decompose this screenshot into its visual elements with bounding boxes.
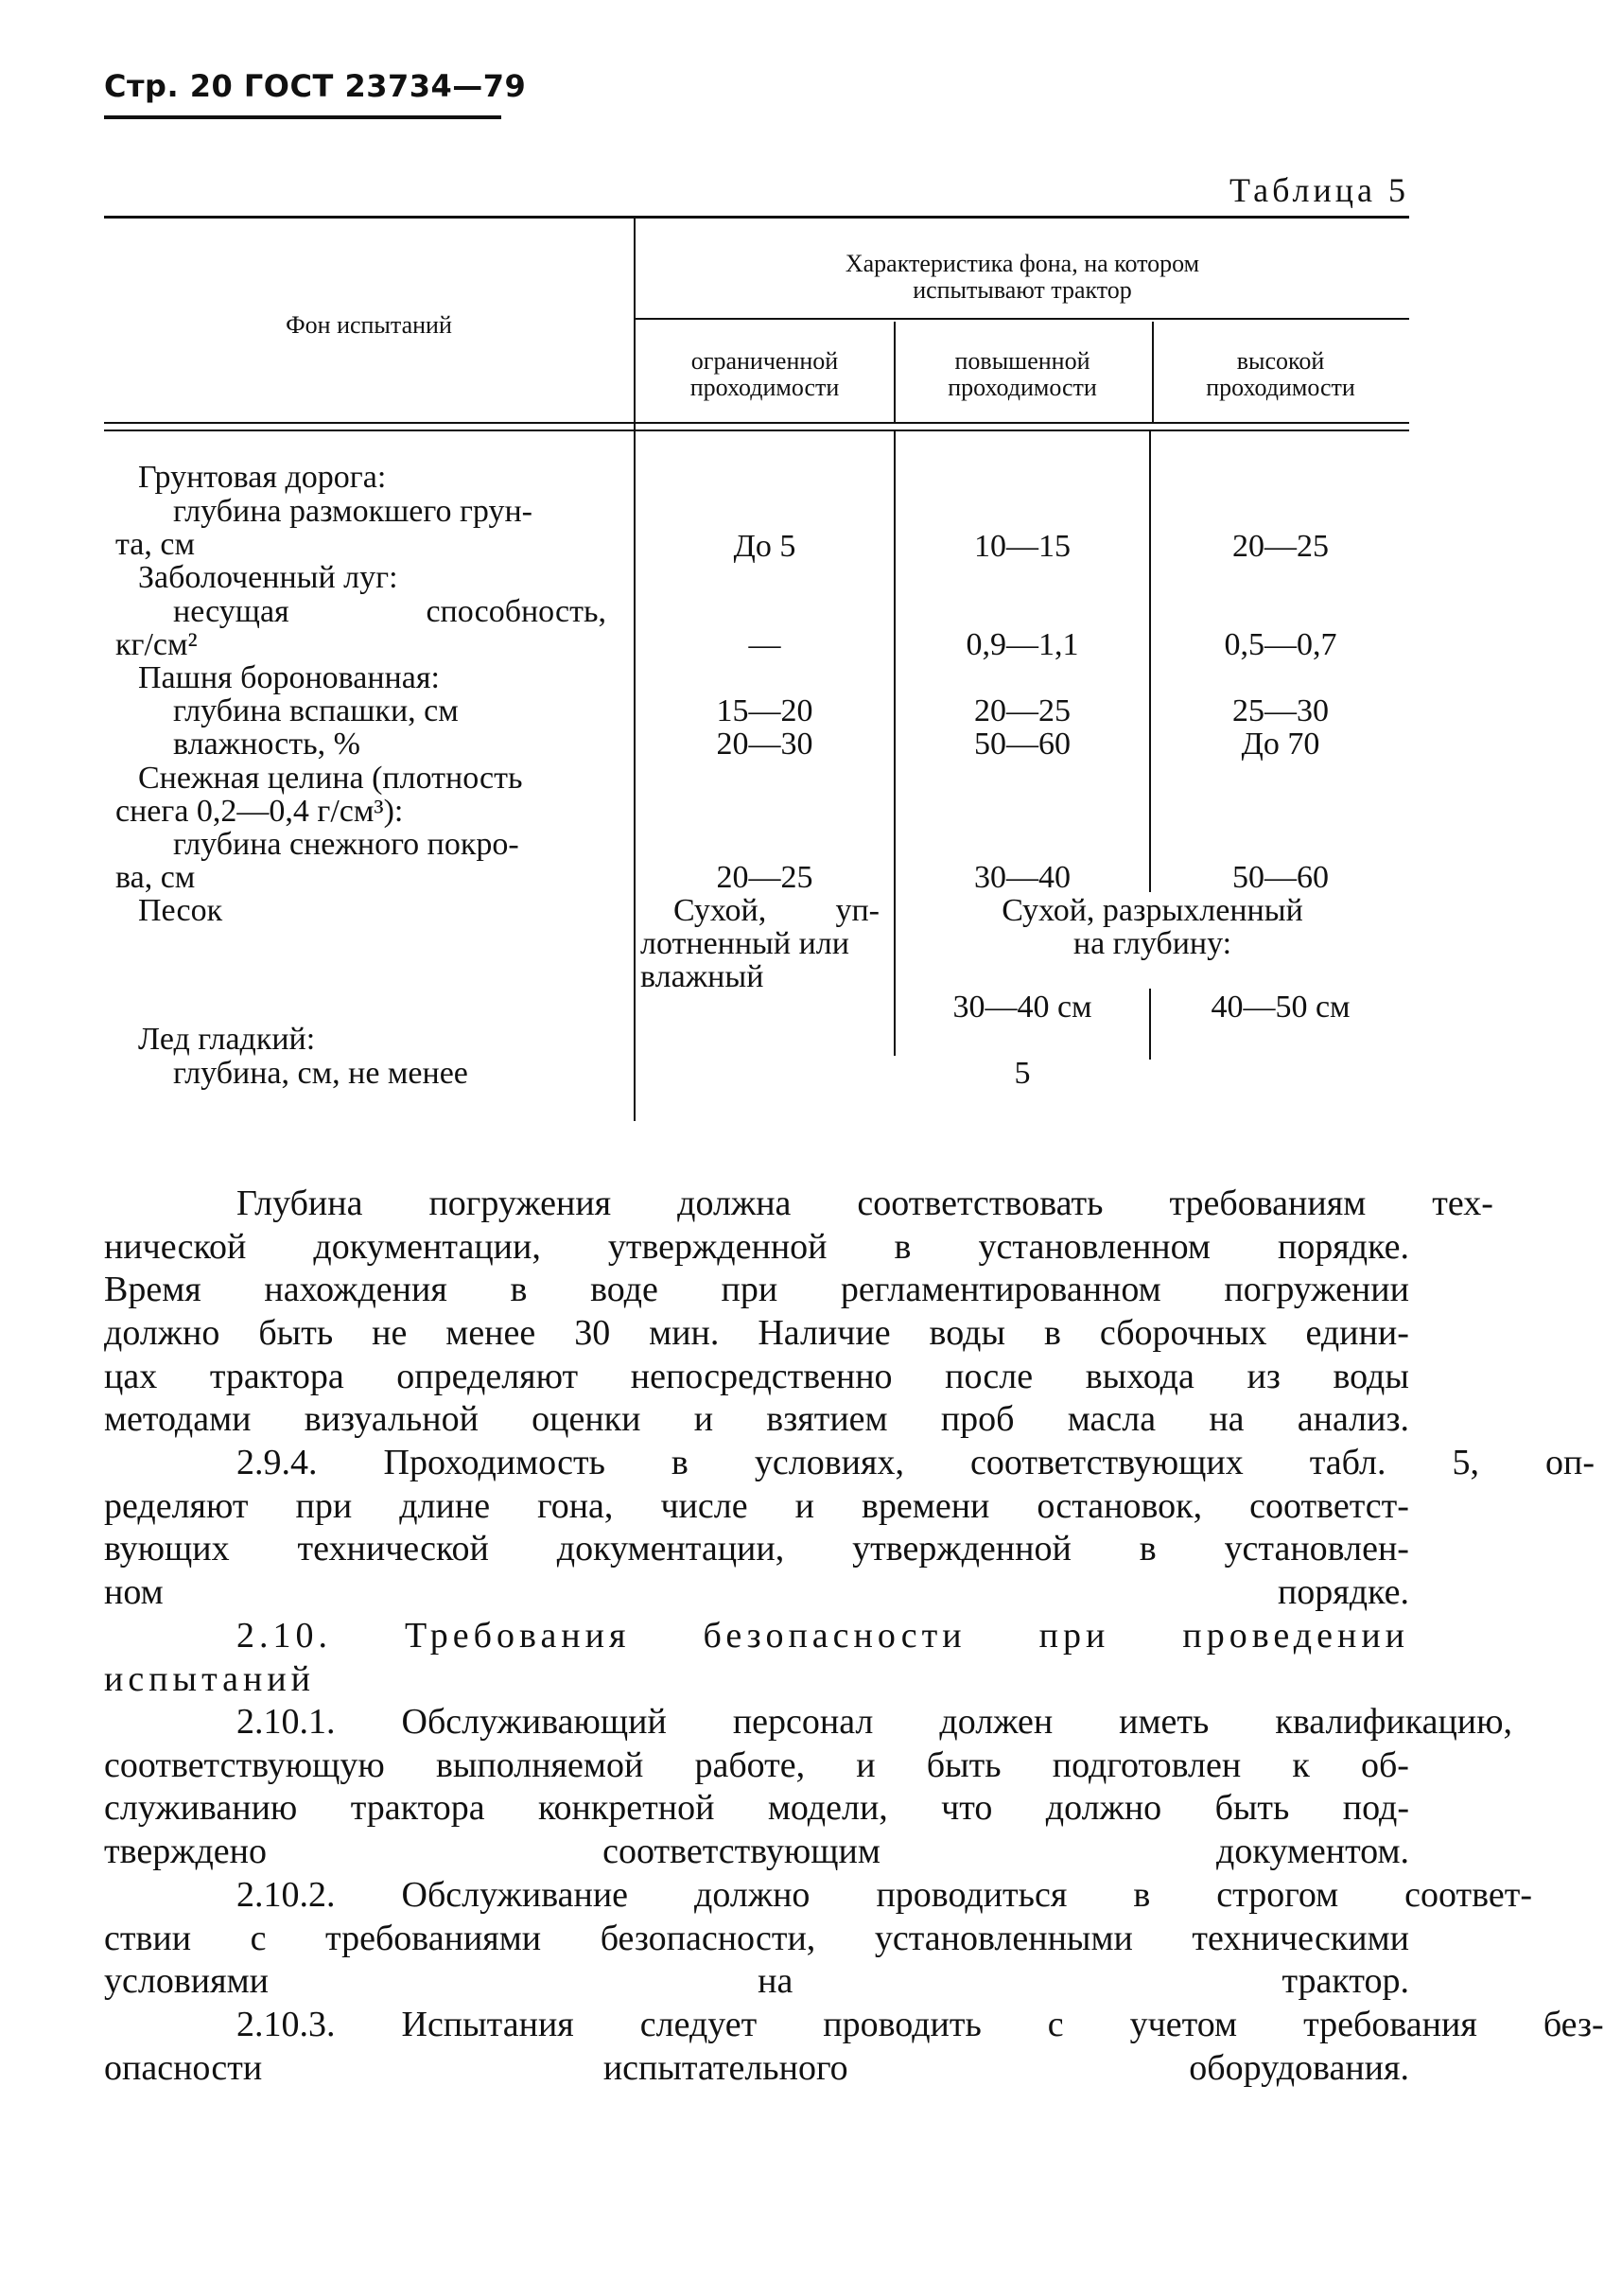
word: утвержденной [607,1226,828,1267]
para-line [170,1442,1595,1485]
word: времени [861,1485,990,1526]
word: в [894,1226,912,1267]
group-header-line-1: Характеристика фона, на котором [845,250,1200,277]
field-depth-increased: 20—25 [974,693,1071,728]
word: 5, [1452,1443,1479,1482]
subheader-rule [636,318,1409,320]
word: погружении [1224,1270,1409,1310]
header-bottom-rule-2 [104,429,1409,431]
word: соответ- [1404,1875,1532,1915]
meadow-word-1: несущая [173,594,289,629]
word: без- [1543,2005,1604,2044]
word: требованиям [1169,1183,1367,1223]
word: числе [660,1485,748,1526]
word: цах [104,1356,158,1396]
word: следует [639,2005,758,2044]
para-line [104,1356,1409,1399]
para-line: испытаний [104,1658,316,1699]
meadow-high: 0,5—0,7 [1224,627,1337,662]
word: Испытания [401,2005,574,2044]
para-line [170,2004,1604,2047]
word: должно [104,1313,220,1354]
word: подготовлен [1052,1744,1242,1785]
row-meadow-1 [173,596,606,628]
sand-word-2: уп- [835,893,880,928]
word: в [510,1270,528,1310]
word: регламентированном [840,1270,1161,1310]
row-snow-3: глубина снежного покро- [173,827,519,862]
header-rule [104,115,501,119]
meadow-increased: 0,9—1,1 [966,627,1079,662]
para-line [104,1744,1409,1788]
paragraph-2-9-4 [104,1442,1595,1615]
column-divider-3-body-lower [1149,989,1151,1060]
word: конкретной [537,1788,715,1829]
subheader-increased-1: повышенной [954,347,1090,375]
snow-high: 50—60 [1232,860,1329,895]
word: менее [445,1313,536,1354]
snow-limited: 20—25 [716,860,813,895]
sand-loose-2: на глубину: [1072,926,1232,961]
col-header-background: Фон испытаний [286,311,452,339]
word: нахождения [264,1270,447,1310]
para-line: условиями на трактор. [104,1961,1409,2002]
row-sand-title: Песок [138,893,223,928]
word: быть [258,1313,334,1354]
word: Наличие [758,1313,891,1354]
subheader-high-2: проходимости [1206,374,1355,401]
word: в [1043,1313,1061,1354]
word: должна [677,1183,792,1223]
word: техническими [1192,1918,1409,1958]
word: в [671,1443,689,1482]
paragraph-2-10-heading [104,1615,1409,1701]
word: воде [590,1270,658,1310]
word: соответст- [1249,1485,1409,1526]
para-line: ном порядке. [104,1572,1409,1613]
word: безопасности [703,1616,967,1656]
para-line [170,1183,1493,1226]
word: Время [104,1270,201,1310]
meadow-word-2: способность, [426,594,606,629]
row-snow-2: снега 0,2—0,4 г/см³): [115,794,404,829]
sand-depth-increased: 30—40 см [952,990,1092,1025]
word: быть [1214,1788,1290,1829]
word: гона, [537,1485,614,1526]
group-header-line-2: испытывают трактор [913,276,1132,304]
word: безопасности, [600,1918,816,1958]
row-road-depth-2: та, см [115,527,195,562]
word: вующих [104,1529,230,1569]
row-field-title: Пашня боронованная: [138,660,440,695]
word: соответствующих [969,1443,1244,1482]
word: к [1292,1744,1310,1785]
word: после [945,1356,1034,1396]
subheader-limited-1: ограниченной [690,347,839,375]
word: при [721,1270,778,1310]
para-line [104,1787,1409,1831]
word: персонал [732,1702,874,1742]
word: и [794,1485,814,1526]
word: определяют [396,1356,579,1396]
para-line [170,1615,1409,1658]
word: модели, [767,1788,888,1829]
header-bottom-rule-1 [104,422,1409,424]
word: в [1139,1529,1157,1569]
word: установлен- [1224,1529,1409,1569]
word: трактора [209,1356,344,1396]
ice-value: 5 [1014,1056,1031,1091]
word: остановок, [1037,1485,1203,1526]
word: 30 [574,1313,611,1354]
row-ice-title: Лед гладкий: [138,1022,316,1057]
word: 2.9.4. [236,1443,318,1482]
para-line: методами визуальной оценки и взятием проб масла на анализ. [104,1399,1409,1440]
word: с [250,1918,267,1958]
word: под- [1342,1788,1409,1829]
word: едини- [1305,1313,1409,1354]
sand-limited-2: лотненный или [640,926,849,961]
para-line [104,1485,1409,1529]
word: документации, [313,1226,541,1267]
word: должно [1045,1788,1162,1829]
word: воды [929,1313,1005,1354]
road-limited: До 5 [733,529,796,564]
sand-loose-1: Сухой, разрыхленный [1002,893,1303,928]
meadow-limited: — [748,627,781,662]
row-field-moist: влажность, % [173,727,360,762]
para-line [104,1918,1409,1961]
word: иметь [1119,1702,1210,1742]
word: строгом [1216,1875,1339,1915]
word: проводиться [876,1875,1068,1915]
para-line: опасности испытательного оборудования. [104,2047,1409,2088]
word: выполняемой [435,1744,644,1785]
word: установленными [874,1918,1133,1958]
word: тех- [1432,1183,1493,1223]
para-line [104,1312,1409,1356]
road-high: 20—25 [1232,529,1329,564]
word: воды [1333,1356,1409,1396]
paragraph-2-10-1 [104,1701,1513,1874]
sand-word-1: Сухой, [673,893,767,928]
word: проведении [1182,1616,1409,1656]
word: работе, [694,1744,806,1785]
row-snow-1: Снежная целина (плотность [138,761,523,796]
column-divider-3-body-upper [1149,431,1151,892]
word: Обслуживание [401,1875,629,1915]
subheader-limited-2: проходимости [689,374,840,401]
table-label: Таблица 5 [1229,171,1409,209]
word: об- [1360,1744,1409,1785]
word: утвержденной [852,1529,1072,1569]
word: длине [399,1485,491,1526]
word: непосредственно [630,1356,893,1396]
word: квалификацию, [1275,1702,1513,1742]
word: и [856,1744,876,1785]
row-ice-depth: глубина, см, не менее [173,1056,468,1091]
word: из [1247,1356,1281,1396]
sand-depth-high: 40—50 см [1211,990,1351,1025]
row-road-depth-1: глубина размокшего грун- [173,494,532,529]
paragraph-2-10-3 [104,2004,1604,2090]
sand-limited-3: влажный [640,959,764,994]
para-line [104,1269,1409,1312]
word: погружения [428,1183,612,1223]
word: должно [694,1875,811,1915]
field-moist-increased: 50—60 [974,727,1071,762]
snow-increased: 30—40 [974,860,1071,895]
paragraph-depth [104,1183,1493,1442]
subheader-high-1: высокой [1236,347,1325,375]
word: 2.10.2. [236,1875,336,1915]
row-road-title: Грунтовая дорога: [138,460,387,495]
word: условиях, [754,1443,904,1482]
para-line [104,1528,1409,1571]
word: оп- [1545,1443,1595,1482]
word: мин. [649,1313,720,1354]
sand-limited-1 [673,895,880,927]
word: учетом [1129,2005,1238,2044]
word: требованиями [325,1918,542,1958]
word: что [941,1788,993,1829]
field-depth-limited: 15—20 [716,693,813,728]
field-moist-limited: 20—30 [716,727,813,762]
word: с [1047,2005,1064,2044]
word: выхода [1085,1356,1194,1396]
word: при [295,1485,353,1526]
word: в [1133,1875,1151,1915]
field-moist-high: До 70 [1241,727,1320,762]
subheader-increased-2: проходимости [948,374,1097,401]
word: установленном [978,1226,1211,1267]
para-line [170,1701,1513,1744]
word: документации, [556,1529,785,1569]
row-field-depth: глубина вспашки, см [173,693,459,728]
word: ствии [104,1918,192,1958]
word: не [372,1313,408,1354]
word: 2.10.3. [236,2005,336,2044]
word: быть [926,1744,1002,1785]
word: при [1038,1616,1110,1656]
row-meadow-title: Заболоченный луг: [138,560,398,595]
page-header: Стр. 20 ГОСТ 23734—79 [104,68,527,104]
word: соответствовать [857,1183,1104,1223]
word: табл. [1309,1443,1386,1482]
word: требования [1303,2005,1477,2044]
word: нической [104,1226,247,1267]
word: должен [939,1702,1054,1742]
word: Требования [405,1616,631,1656]
row-meadow-2: кг/см² [115,627,198,662]
word: ределяют [104,1485,249,1526]
para-line: тверждено соответствующим документом. [104,1832,1409,1872]
para-line [104,1226,1409,1270]
table-top-rule [104,216,1409,219]
row-snow-4: ва, см [115,860,196,895]
word: технической [297,1529,489,1569]
road-increased: 10—15 [974,529,1071,564]
word: трактора [350,1788,485,1829]
word: Проходимость [383,1443,605,1482]
word: порядке. [1277,1226,1409,1267]
word: 2.10. [236,1616,332,1656]
word: 2.10.1. [236,1702,336,1742]
word: Обслуживающий [401,1702,667,1742]
word: соответствующую [104,1744,385,1785]
para-line [170,1874,1532,1918]
word: сборочных [1099,1313,1267,1354]
word: проводить [823,2005,982,2044]
word: служиванию [104,1788,298,1829]
field-depth-high: 25—30 [1232,693,1329,728]
paragraph-2-10-2 [104,1874,1532,2004]
word: Глубина [236,1183,363,1223]
